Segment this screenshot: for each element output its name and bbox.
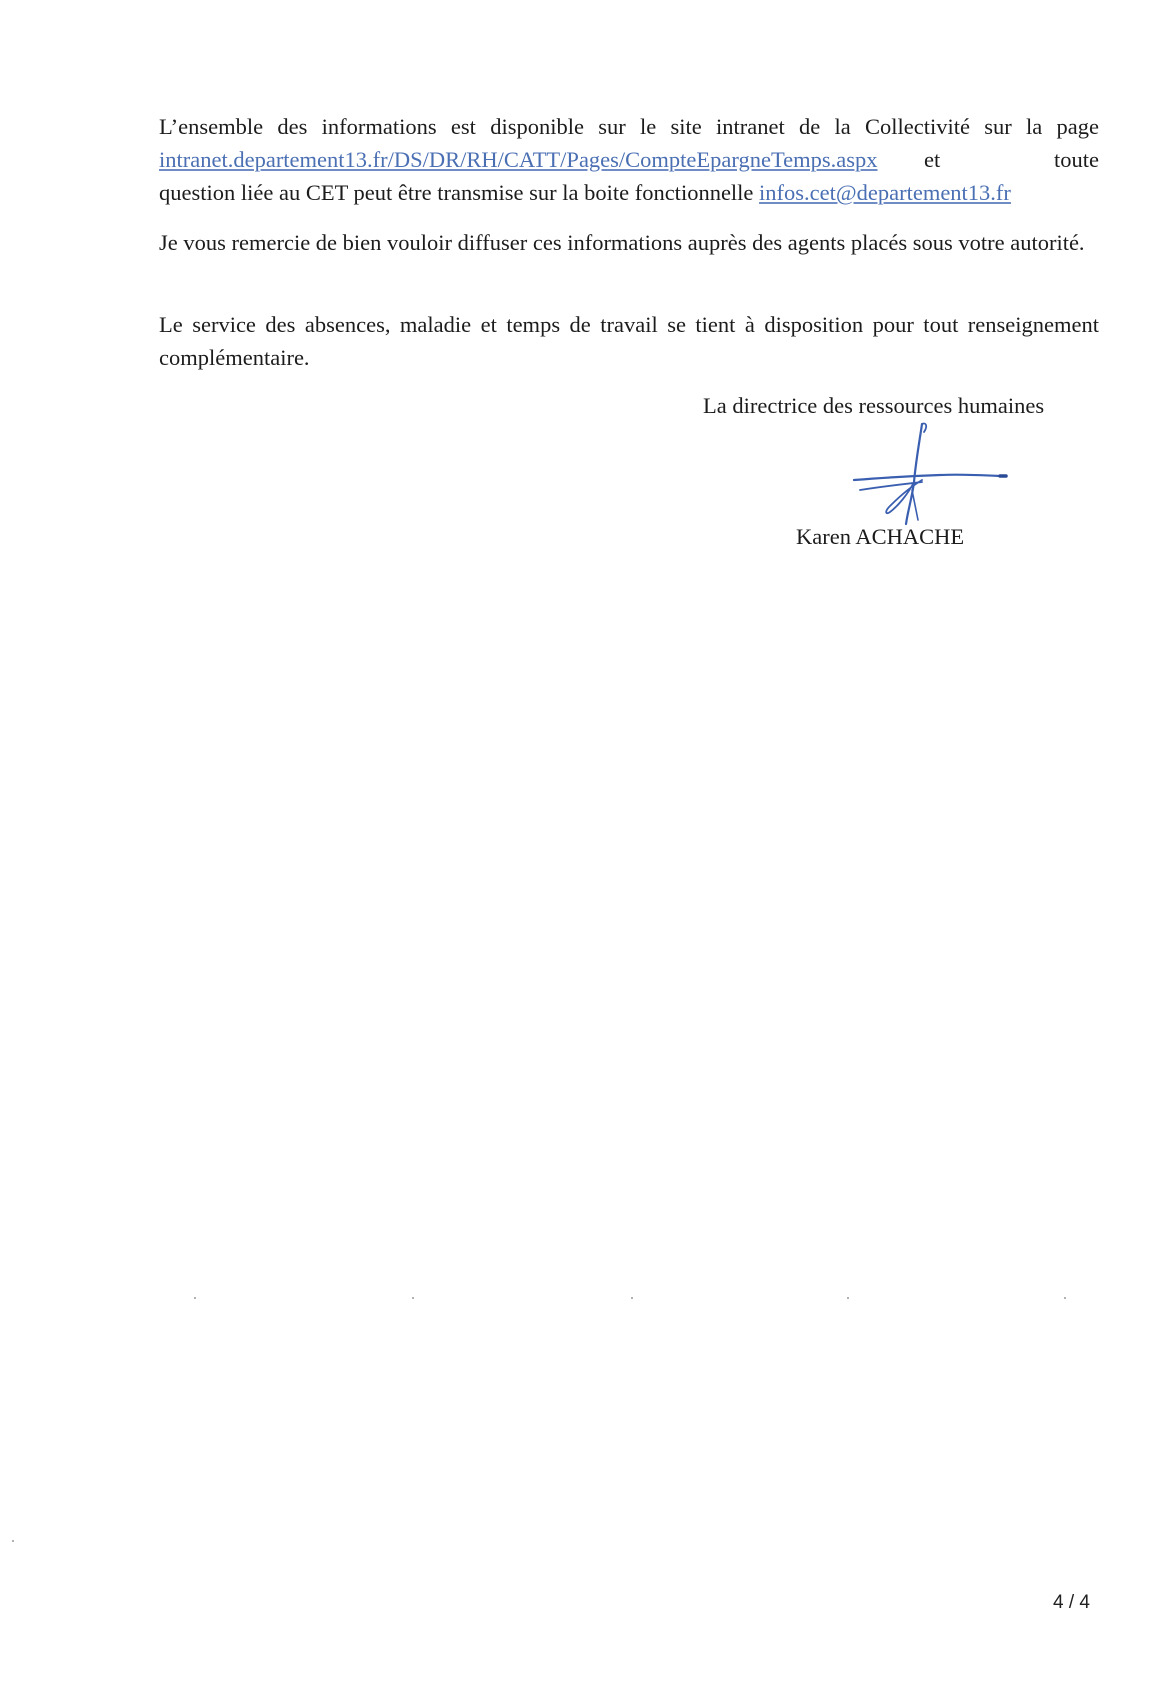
signatory-name: Karen ACHACHE (796, 524, 965, 549)
paragraph-service-info: Le service des absences, maladie et temps de travail se tient à disposition pour tout renseignement complémentaire. (159, 312, 1099, 370)
email-link[interactable]: infos.cet@departement13.fr (759, 180, 1011, 205)
page-number: 4 / 4 (1053, 1592, 1090, 1613)
scan-dot (847, 1297, 849, 1299)
scan-dot (412, 1297, 414, 1299)
paragraph-intranet-line3 (159, 176, 1099, 209)
scan-dot (1064, 1297, 1066, 1299)
word-et: et (924, 147, 941, 172)
scan-dot (12, 1540, 14, 1542)
scan-dot (631, 1297, 633, 1299)
signatory-title: La directrice des ressources humaines (703, 393, 1045, 418)
cet-question-text: question liée au CET peut être transmise sur la boite fonctionnelle (159, 180, 760, 205)
scan-dot (194, 1297, 196, 1299)
intranet-link[interactable]: intranet.departement13.fr/DS/DR/RH/CATT/Pages/CompteEpargneTemps.aspx (159, 147, 878, 172)
paragraph-intranet-line2 (159, 143, 1099, 176)
handwritten-signature-icon (850, 420, 1020, 530)
paragraph-intranet-line1: L’ensemble des informations est disponible sur le site intranet de la Collectivité sur la page (159, 114, 1099, 139)
paragraph-intranet-info (159, 110, 1099, 143)
line2-tail (924, 143, 1099, 176)
word-toute: toute (1054, 147, 1099, 172)
paragraph-thanks: Je vous remercie de bien vouloir diffuser ces informations auprès des agents placés sous votre autorité. (159, 230, 1085, 255)
